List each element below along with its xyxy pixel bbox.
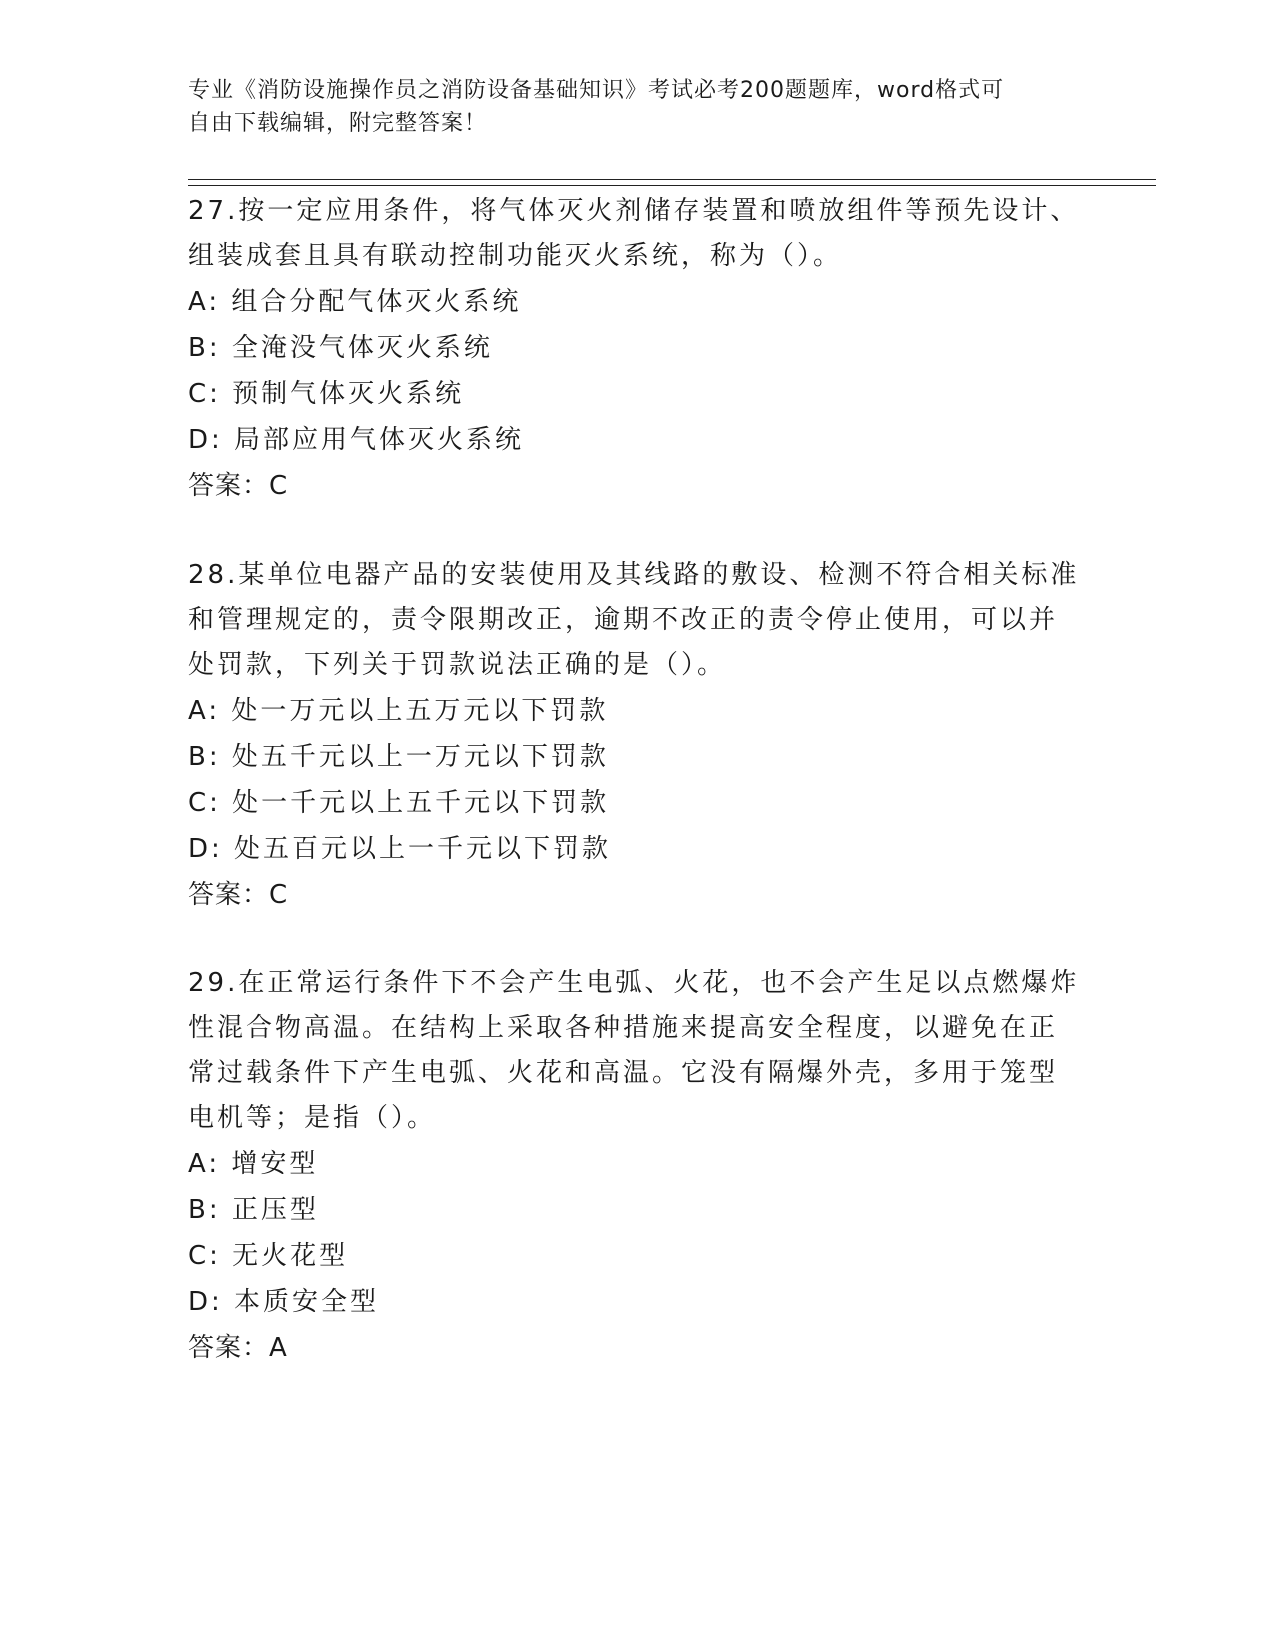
option-a: A: 组合分配气体灭火系统: [188, 287, 522, 317]
option-b: B: 正压型: [188, 1195, 319, 1225]
header-line-2: 自由下载编辑，附完整答案！: [188, 111, 488, 136]
question-stem-line: 组装成套且具有联动控制功能灭火系统，称为（）。: [188, 241, 843, 271]
header-divider-bottom: [188, 185, 1156, 186]
header-divider-top: [188, 179, 1156, 180]
question-stem-line: 和管理规定的，责令限期改正，逾期不改正的责令停止使用，可以并: [188, 605, 1059, 635]
option-b: B: 全淹没气体灭火系统: [188, 333, 493, 363]
question-stem-line: 29.在正常运行条件下不会产生电弧、火花，也不会产生足以点燃爆炸: [188, 968, 1080, 998]
option-a: A: 增安型: [188, 1149, 319, 1179]
option-d: D: 处五百元以上一千元以下罚款: [188, 834, 612, 864]
question-stem-line: 27.按一定应用条件，将气体灭火剂储存装置和喷放组件等预先设计、: [188, 196, 1080, 226]
option-b: B: 处五千元以上一万元以下罚款: [188, 742, 609, 772]
option-a: A: 处一万元以上五万元以下罚款: [188, 696, 609, 726]
question-28: [188, 553, 1088, 918]
question-29: [188, 961, 1088, 1371]
option-c: C: 处一千元以上五千元以下罚款: [188, 788, 610, 818]
answer-line: 答案：C: [188, 880, 289, 910]
question-stem-line: 性混合物高温。在结构上采取各种措施来提高安全程度，以避免在正: [188, 1013, 1059, 1043]
answer-line: 答案：A: [188, 1333, 288, 1363]
option-d: D: 本质安全型: [188, 1287, 380, 1317]
option-c: C: 无火花型: [188, 1241, 349, 1271]
question-stem-line: 常过载条件下产生电弧、火花和高温。它没有隔爆外壳，多用于笼型: [188, 1058, 1059, 1088]
document-header: [188, 74, 1068, 140]
header-line-1: 专业《消防设施操作员之消防设备基础知识》考试必考200题题库，word格式可: [188, 78, 1005, 103]
option-c: C: 预制气体灭火系统: [188, 379, 465, 409]
option-d: D: 局部应用气体灭火系统: [188, 425, 525, 455]
question-stem-line: 28.某单位电器产品的安装使用及其线路的敷设、检测不符合相关标准: [188, 560, 1080, 590]
question-27: [188, 189, 1088, 509]
question-stem-line: 电机等；是指（）。: [188, 1103, 437, 1133]
answer-line: 答案：C: [188, 471, 289, 501]
question-stem-line: 处罚款，下列关于罚款说法正确的是（）。: [188, 650, 727, 680]
